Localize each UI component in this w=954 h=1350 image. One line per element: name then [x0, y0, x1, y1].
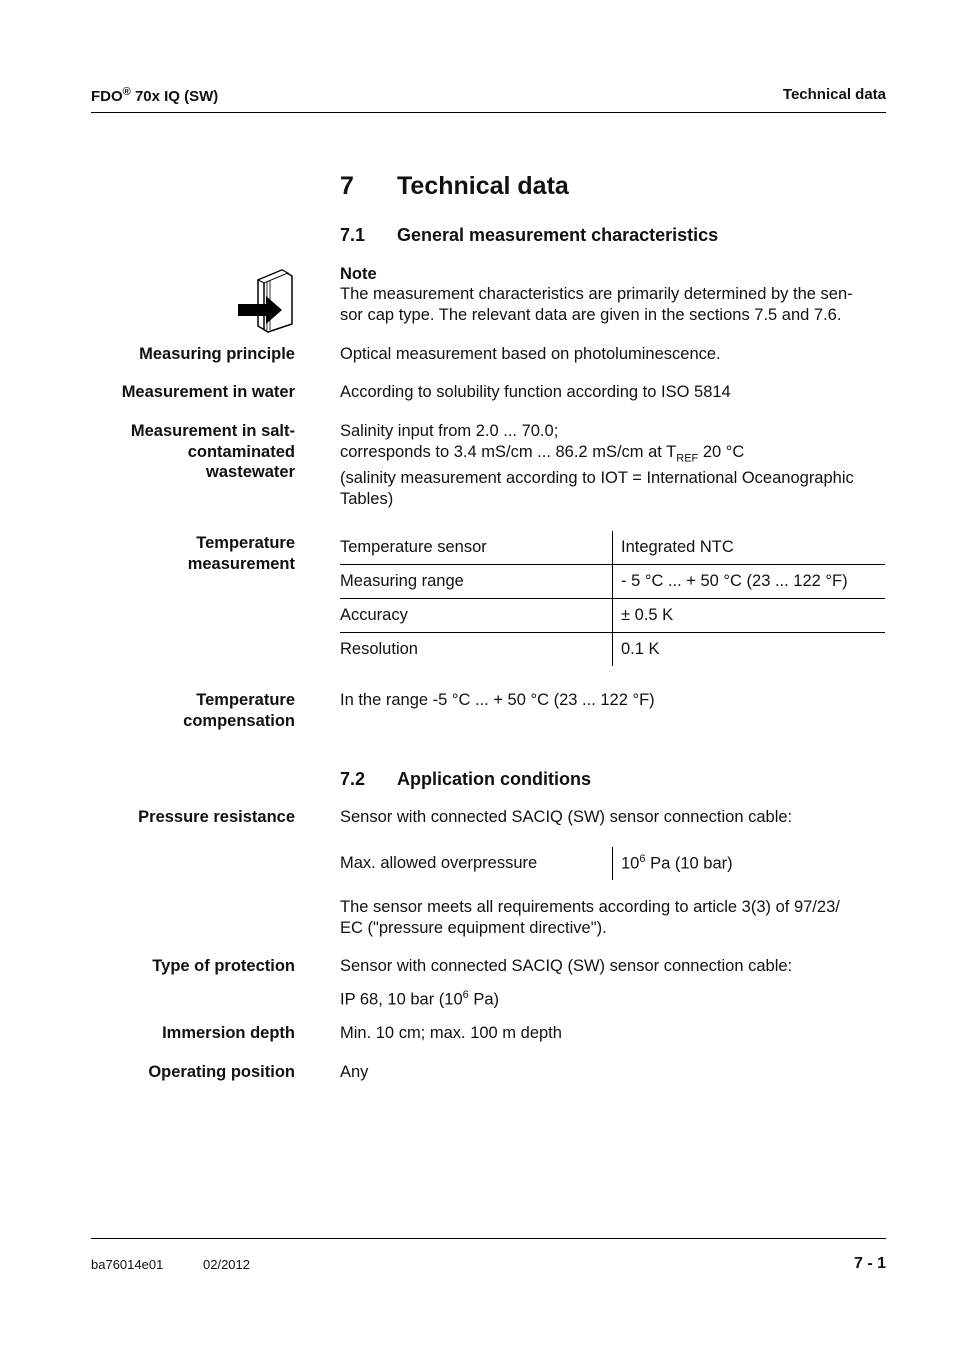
value-salt-contaminated: Salinity input from 2.0 ... 70.0; corresponds to 3.4 mS/cm ... 86.2 mS/cm at $T_{REF}$ 20 °C (salinity measurement according to IOT = International Oceanographic Tables) — [340, 422, 854, 508]
table-row — [340, 847, 885, 880]
header-rule — [91, 112, 886, 113]
footer-date: 02/2012 — [203, 1257, 250, 1272]
temperature-spec-table — [340, 531, 885, 666]
footer-rule — [91, 1238, 886, 1239]
note-text: The measurement characteristics are primarily determined by the sen- sor cap type. The relevant data are given in the sections 7.5 and 7.6. — [340, 285, 853, 324]
label-measurement-in-water: Measurement in water — [121, 383, 295, 401]
label-salt-contaminated: Measurement in salt- contaminated wastewater — [130, 422, 295, 481]
table-cell-value: 0.1 K — [613, 633, 886, 667]
running-header-section: Technical data — [782, 86, 886, 103]
table-cell-name: Measuring range — [340, 565, 613, 599]
value-operating-position: Any — [340, 1063, 369, 1081]
value-type-of-protection: Sensor with connected SACIQ (SW) sensor connection cable: IP 68, 10 bar ($10^6$ Pa) — [340, 957, 793, 1008]
pressure-spec-table — [340, 847, 885, 880]
value-temperature-compensation: In the range -5 °C ... + 50 °C (23 ... 122 °F) — [340, 691, 655, 709]
label-measuring-principle: Measuring principle — [139, 345, 295, 363]
table-cell-name: Temperature sensor — [340, 531, 613, 565]
table-cell-value: - 5 °C ... + 50 °C (23 ... 122 °F) — [613, 565, 886, 599]
table-cell-value: $10^6$ Pa (10 bar) — [613, 847, 886, 880]
running-header-product: FDO® 70x IQ (SW) — [91, 86, 219, 105]
label-pressure-resistance: Pressure resistance — [138, 808, 295, 826]
table-row — [340, 531, 885, 565]
value-measuring-principle: Optical measurement based on photoluminescence. — [340, 345, 721, 363]
label-temperature-measurement: Temperature measurement — [187, 534, 295, 573]
table-cell-name: Max. allowed overpressure — [340, 854, 538, 872]
label-type-of-protection: Type of protection — [152, 957, 295, 975]
table-row — [340, 565, 885, 599]
chapter-heading: 7 Technical data — [340, 172, 569, 200]
footer-page-number: 7 - 1 — [853, 1255, 886, 1272]
table-cell-name: Accuracy — [340, 599, 613, 633]
section-heading-7-2: 7.2 Application conditions — [340, 769, 591, 789]
table-row — [340, 633, 885, 667]
value-pressure-intro: Sensor with connected SACIQ (SW) sensor connection cable: — [340, 808, 793, 826]
table-cell-value: ± 0.5 K — [613, 599, 886, 633]
table-row — [340, 599, 885, 633]
note-title: Note — [340, 265, 377, 283]
note-book-icon — [236, 268, 296, 339]
value-immersion-depth: Min. 10 cm; max. 100 m depth — [340, 1024, 562, 1042]
value-pressure-note: The sensor meets all requirements according to article 3(3) of 97/23/ EC ("pressure equipment directive"). — [340, 898, 840, 937]
section-heading-7-1: 7.1 General measurement characteristics — [340, 225, 719, 245]
label-temperature-compensation: Temperature compensation — [183, 691, 295, 730]
table-cell-name: Resolution — [340, 640, 418, 658]
value-measurement-in-water: According to solubility function according to ISO 5814 — [340, 383, 731, 401]
label-operating-position: Operating position — [148, 1063, 295, 1081]
footer-doc-id: ba76014e01 — [91, 1257, 164, 1272]
label-immersion-depth: Immersion depth — [162, 1024, 295, 1042]
table-cell-value: Integrated NTC — [613, 531, 886, 565]
